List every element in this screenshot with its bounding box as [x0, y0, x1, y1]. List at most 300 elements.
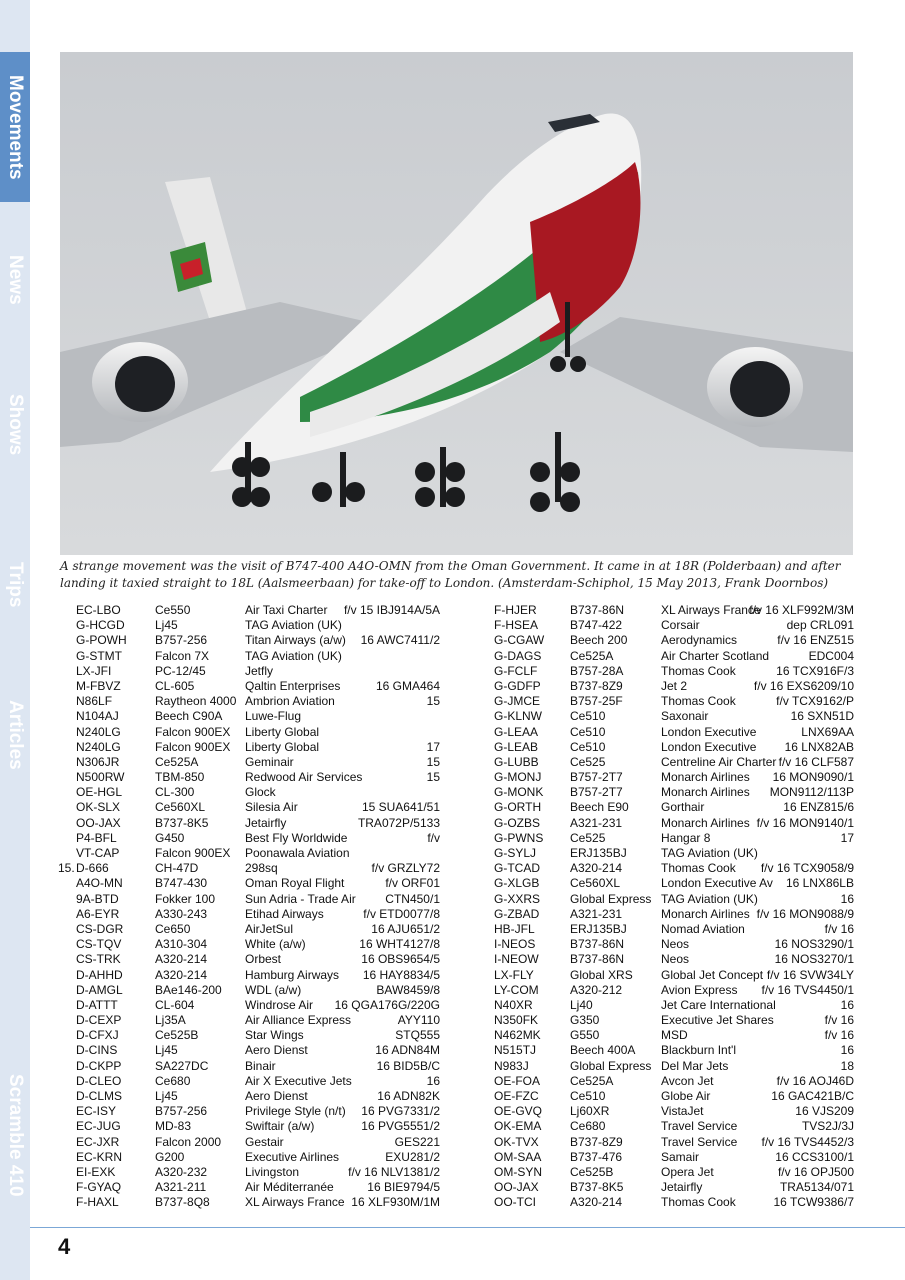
registration: G-TCAD: [494, 861, 540, 876]
registration: HB-JFL: [494, 921, 535, 936]
registration: D-CFXJ: [76, 1028, 119, 1043]
movement-row: [58, 952, 440, 967]
registration: OO-JAX: [494, 1180, 539, 1195]
notes: f/v GRZLY72: [371, 861, 440, 876]
movement-row: [58, 770, 440, 785]
notes: 16 PVG5551/2: [361, 1119, 440, 1134]
operator: Titan Airways (a/w): [245, 633, 346, 648]
movement-row: [58, 861, 440, 876]
movement-row: [58, 1089, 440, 1104]
movement-row: [58, 1028, 440, 1043]
aircraft-type: A320-232: [155, 1164, 208, 1179]
operator: Travel Service: [661, 1119, 738, 1134]
operator: Liberty Global: [245, 739, 320, 754]
registration: OM-SAA: [494, 1149, 542, 1164]
registration: P4-BFL: [76, 830, 117, 845]
aircraft-type: ERJ135BJ: [570, 921, 627, 936]
movement-row: [58, 755, 440, 770]
movement-row: [494, 861, 854, 876]
operator: Air Charter Scotland: [661, 648, 770, 663]
movement-row: [58, 679, 440, 694]
movement-row: [58, 937, 440, 952]
movement-row: [494, 846, 854, 861]
notes: 18: [840, 1058, 854, 1073]
notes: EXU281/2: [385, 1149, 440, 1164]
movement-row: [58, 740, 440, 755]
notes: 16 LNX86LB: [785, 876, 854, 891]
operator: Thomas Cook: [661, 1195, 736, 1210]
movement-row: [494, 1028, 854, 1043]
movement-row: [58, 846, 440, 861]
operator: London Executive: [661, 739, 757, 754]
aircraft-type: B737-8Q8: [155, 1195, 210, 1210]
operator: Monarch Airlines: [661, 770, 750, 785]
aircraft-type: Beech E90: [570, 800, 629, 815]
operator: Global Jet Concept: [661, 967, 764, 982]
movement-row: [494, 694, 854, 709]
notes: f/v TCX9162/P: [776, 694, 854, 709]
notes: 17: [840, 830, 854, 845]
operator: Glock: [245, 785, 276, 800]
aircraft-type: Ce510: [570, 724, 606, 739]
registration: G-KLNW: [494, 709, 542, 724]
registration: G-JMCE: [494, 694, 540, 709]
aircraft-type: A320-214: [155, 967, 208, 982]
movement-row: [58, 725, 440, 740]
movement-row: [58, 664, 440, 679]
operator: Air Méditerranée: [245, 1180, 334, 1195]
movement-row: [494, 892, 854, 907]
operator: Jetairfly: [245, 815, 287, 830]
operator: Monarch Airlines: [661, 815, 750, 830]
aircraft-type: Global Express: [570, 1058, 652, 1073]
notes: f/v 16 MON9140/1: [756, 815, 854, 830]
aircraft-type: Ce680: [570, 1119, 606, 1134]
tab-articles[interactable]: Articles: [5, 700, 26, 770]
notes: f/v: [427, 830, 440, 845]
notes: 16 TCW9386/7: [773, 1195, 854, 1210]
aircraft-type: Ce560XL: [570, 876, 621, 891]
movement-row: [58, 1043, 440, 1058]
notes: f/v 16 TVS4452/3: [761, 1134, 854, 1149]
movement-row: [58, 694, 440, 709]
movement-row: [494, 1119, 854, 1134]
movement-row: [58, 907, 440, 922]
tab-scramble-410[interactable]: Scramble 410: [5, 1073, 26, 1197]
registration: EI-EXK: [76, 1164, 116, 1179]
operator: Del Mar Jets: [661, 1058, 729, 1073]
movement-row: [58, 785, 440, 800]
registration: A6-EYR: [76, 906, 120, 921]
movement-row: [58, 831, 440, 846]
notes: 16: [840, 891, 854, 906]
movement-row: [494, 633, 854, 648]
aircraft-type: B757-2T7: [570, 770, 623, 785]
movement-row: [494, 952, 854, 967]
movement-row: [494, 1104, 854, 1119]
operator: Avion Express: [661, 982, 738, 997]
aircraft-type: B737-8K5: [155, 815, 209, 830]
movement-row: [494, 831, 854, 846]
aircraft-type: A321-231: [570, 906, 623, 921]
notes: f/v 15 IBJ914A/5A: [343, 603, 440, 617]
aircraft-type: Raytheon 4000: [155, 694, 237, 709]
aircraft-type: G350: [570, 1013, 600, 1028]
movement-row: [494, 649, 854, 664]
aircraft-type: B747-422: [570, 618, 623, 633]
registration: M-FBVZ: [76, 678, 121, 693]
operator: MSD: [661, 1028, 688, 1043]
aircraft-type: B737-8Z9: [570, 678, 623, 693]
movement-row: [494, 983, 854, 998]
aircraft-type: Falcon 2000: [155, 1134, 222, 1149]
operator: Air Alliance Express: [245, 1013, 352, 1028]
notes: 16 WHT4127/8: [359, 937, 440, 952]
aircraft-type: Lj35A: [155, 1013, 186, 1028]
movement-row: [58, 816, 440, 831]
tab-trips[interactable]: Trips: [5, 562, 26, 608]
notes: 16 ADN82K: [377, 1089, 440, 1103]
aircraft-type: A320-214: [155, 952, 208, 967]
notes: 16 BIE9794/5: [367, 1180, 440, 1195]
registration: G-SYLJ: [494, 846, 537, 860]
movement-row: [494, 603, 854, 618]
notes: TVS2J/3J: [801, 1119, 854, 1134]
aircraft-type: Ce525: [570, 830, 606, 845]
operator: Qaltin Enterprises: [245, 678, 341, 693]
registration: OE-HGL: [76, 785, 123, 800]
operator: Livingston: [245, 1164, 300, 1179]
registration: N350FK: [494, 1013, 539, 1028]
operator: Samair: [661, 1149, 700, 1164]
operator: White (a/w): [245, 937, 306, 952]
registration: N500RW: [76, 770, 125, 785]
aircraft-type: Falcon 900EX: [155, 739, 231, 754]
operator: Redwood Air Services: [245, 770, 363, 785]
operator: Executive Jet Shares: [661, 1013, 774, 1028]
notes: f/v 16 CLF587: [778, 754, 854, 769]
movement-row: [494, 709, 854, 724]
operator: Gestair: [245, 1134, 284, 1149]
aircraft-photo: [60, 52, 853, 555]
notes: TRA5134/071: [779, 1180, 854, 1195]
notes: f/v 16 NLV1381/2: [348, 1164, 440, 1179]
movement-row: [494, 968, 854, 983]
aircraft-type: B757-256: [155, 1104, 208, 1119]
movement-row: [494, 679, 854, 694]
notes: 16 GMA464: [375, 678, 440, 693]
operator: Air X Executive Jets: [245, 1073, 352, 1088]
aircraft-type: Ce680: [155, 1073, 191, 1088]
movement-row: [58, 1135, 440, 1150]
notes: CTN450/1: [385, 891, 440, 906]
operator: TAG Aviation (UK): [245, 648, 342, 663]
operator: XL Airways France: [245, 1195, 345, 1210]
notes: 15: [426, 754, 440, 769]
movement-row: [58, 800, 440, 815]
registration: OK-TVX: [494, 1134, 539, 1149]
aircraft-type: CL-604: [155, 997, 195, 1012]
notes: 16 NOS3270/1: [774, 952, 854, 967]
operator: Aero Dienst: [245, 1089, 308, 1103]
operator: Best Fly Worldwide: [245, 830, 348, 845]
aircraft-type: B737-476: [570, 1149, 623, 1164]
operator: Avcon Jet: [661, 1073, 714, 1088]
operator: Poonawala Aviation: [245, 846, 350, 860]
operator: Aerodynamics: [661, 633, 738, 648]
registration: N240LG: [76, 739, 121, 754]
movement-row: [494, 755, 854, 770]
movement-row: [58, 876, 440, 891]
movement-row: [494, 937, 854, 952]
tab-shows[interactable]: Shows: [5, 394, 26, 456]
movement-row: [58, 968, 440, 983]
aircraft-type: Ce525B: [570, 1164, 614, 1179]
aircraft-type: A330-243: [155, 906, 208, 921]
movement-row: [58, 633, 440, 648]
movement-row: [58, 1059, 440, 1074]
operator: Monarch Airlines: [661, 906, 750, 921]
aircraft-type: Lj45: [155, 1089, 178, 1103]
notes: 16: [840, 997, 854, 1012]
notes: f/v 16 TCX9058/9: [760, 861, 854, 876]
aircraft-type: B737-8Z9: [570, 1134, 623, 1149]
notes: LNX69AA: [801, 724, 854, 739]
movement-row: [494, 922, 854, 937]
operator: Opera Jet: [661, 1164, 714, 1179]
registration: N515TJ: [494, 1043, 537, 1058]
operator: Liberty Global: [245, 724, 320, 739]
operator: 298sq: [245, 861, 278, 876]
movement-row: [494, 1195, 854, 1210]
tab-news[interactable]: News: [5, 255, 26, 305]
registration: G-HCGD: [76, 618, 125, 633]
notes: 16 VJS209: [795, 1104, 854, 1119]
aircraft-type: SA227DC: [155, 1058, 209, 1073]
registration: OE-GVQ: [494, 1104, 543, 1119]
aircraft-type: Ce525B: [155, 1028, 199, 1043]
movements-list-left: [58, 603, 440, 1211]
movement-row: [58, 1074, 440, 1089]
aircraft-type: B737-86N: [570, 952, 625, 967]
notes: STQ555: [395, 1028, 440, 1043]
aircraft-type: A320-214: [570, 1195, 623, 1210]
registration: G-STMT: [76, 648, 122, 663]
operator: Jetairfly: [661, 1180, 703, 1195]
operator: Binair: [245, 1058, 276, 1073]
movement-row: [58, 922, 440, 937]
page-number: 4: [58, 1234, 71, 1259]
registration: N240LG: [76, 724, 121, 739]
operator: Aero Dienst: [245, 1043, 308, 1058]
registration: N306JR: [76, 754, 120, 769]
operator: Gorthair: [661, 800, 705, 815]
movement-row: [58, 709, 440, 724]
aircraft-type: A321-231: [570, 815, 623, 830]
operator: Blackburn Int'l: [661, 1043, 736, 1058]
registration: D-CLMS: [76, 1089, 123, 1103]
aircraft-type: Beech C90A: [155, 709, 223, 724]
registration: F-HJER: [494, 603, 537, 617]
registration: G-LUBB: [494, 754, 539, 769]
operator: Monarch Airlines: [661, 785, 750, 800]
operator: Ambrion Aviation: [245, 694, 335, 709]
operator: Oman Royal Flight: [245, 876, 345, 891]
movement-row: [494, 740, 854, 755]
notes: 16 PVG7331/2: [361, 1104, 440, 1119]
aircraft-type: Ce525A: [155, 754, 199, 769]
aircraft-type: Falcon 7X: [155, 648, 210, 663]
aircraft-type: B737-86N: [570, 937, 625, 952]
operator: Orbest: [245, 952, 282, 967]
registration: D-CLEO: [76, 1073, 122, 1088]
operator: London Executive: [661, 724, 757, 739]
registration: G-MONJ: [494, 770, 542, 785]
registration: G-OZBS: [494, 815, 541, 830]
operator: Star Wings: [245, 1028, 304, 1043]
registration: G-XLGB: [494, 876, 540, 891]
notes: 16 QGA176G/220G: [334, 997, 440, 1012]
notes: EDC004: [808, 648, 854, 663]
notes: 16 XLF930M/1M: [351, 1195, 440, 1210]
movement-row: [58, 1195, 440, 1210]
registration: LX-FLY: [494, 967, 534, 982]
aircraft-type: Ce525A: [570, 1073, 614, 1088]
aircraft-type: PC-12/45: [155, 663, 206, 678]
registration: LY-COM: [494, 982, 539, 997]
notes: f/v 16 MON9088/9: [756, 906, 854, 921]
operator: Neos: [661, 952, 690, 967]
notes: f/v ORF01: [385, 876, 440, 891]
aircraft-type: G450: [155, 830, 185, 845]
registration: OK-SLX: [76, 800, 121, 815]
registration: G-ZBAD: [494, 906, 540, 921]
registration: A4O-MN: [76, 876, 123, 891]
aircraft-type: A320-212: [570, 982, 623, 997]
notes: TRA072P/5133: [357, 815, 440, 830]
movement-row: [494, 1059, 854, 1074]
registration: F-GYAQ: [76, 1180, 122, 1195]
registration: N40XR: [494, 997, 533, 1012]
notes: f/v 16: [824, 921, 854, 936]
aircraft-type: CL-605: [155, 678, 195, 693]
aircraft-type: Falcon 900EX: [155, 846, 231, 860]
registration: N86LF: [76, 694, 113, 709]
operator: Hangar 8: [661, 830, 711, 845]
operator: Hamburg Airways: [245, 967, 340, 982]
aircraft-type: ERJ135BJ: [570, 846, 627, 860]
aircraft-type: B757-256: [155, 633, 208, 648]
notes: 16: [840, 1043, 854, 1058]
registration: I-NEOW: [494, 952, 539, 967]
movement-row: [58, 1150, 440, 1165]
notes: 15: [426, 770, 440, 785]
operator: TAG Aviation (UK): [245, 618, 342, 633]
notes: 16 AWC7411/2: [360, 633, 440, 648]
registration: OK-EMA: [494, 1119, 542, 1134]
tab-movements[interactable]: Movements: [0, 52, 30, 202]
aircraft-type: Ce560XL: [155, 800, 206, 815]
notes: 16 HAY8834/5: [362, 967, 440, 982]
aircraft-type: B757-28A: [570, 663, 624, 678]
movement-row: [58, 603, 440, 618]
operator: Air Taxi Charter: [245, 603, 328, 617]
operator: London Executive Av: [661, 876, 773, 891]
operator: Luwe-Flug: [245, 709, 302, 724]
notes: 16 SXN51D: [790, 709, 854, 724]
registration: OE-FZC: [494, 1089, 539, 1103]
movement-row: [494, 664, 854, 679]
operator: AirJetSul: [245, 921, 294, 936]
registration: F-HSEA: [494, 618, 539, 633]
movement-row: [494, 876, 854, 891]
notes: f/v 16 OPJ500: [777, 1164, 854, 1179]
registration: EC-KRN: [76, 1149, 123, 1164]
aircraft-type: A310-304: [155, 937, 208, 952]
registration: OO-JAX: [76, 815, 121, 830]
operator: Thomas Cook: [661, 694, 736, 709]
movement-row: [494, 725, 854, 740]
operator: WDL (a/w): [245, 982, 302, 997]
registration: G-DAGS: [494, 648, 542, 663]
movement-row: [494, 1043, 854, 1058]
operator: Silesia Air: [245, 800, 298, 815]
operator: Travel Service: [661, 1134, 738, 1149]
operator: XL Airways France: [661, 603, 761, 617]
notes: AYY110: [397, 1013, 440, 1028]
movement-row: [58, 983, 440, 998]
notes: f/v 16 XLF992M/3M: [749, 603, 854, 617]
movement-row: [494, 1150, 854, 1165]
notes: 16 CCS3100/1: [775, 1149, 854, 1164]
movement-row: [494, 816, 854, 831]
registration: G-POWH: [76, 633, 127, 648]
operator: Jet 2: [661, 678, 688, 693]
notes: 15 SUA641/51: [361, 800, 440, 815]
aircraft-type: CL-300: [155, 785, 195, 800]
registration: EC-LBO: [76, 603, 121, 617]
registration: CS-TQV: [76, 937, 122, 952]
aircraft-type: B757-25F: [570, 694, 623, 709]
movement-row: [494, 1165, 854, 1180]
registration: OE-FOA: [494, 1073, 541, 1088]
operator: Executive Airlines: [245, 1149, 340, 1164]
boeing-747-illustration: [60, 52, 853, 555]
operator: Privilege Style (n/t): [245, 1104, 346, 1119]
aircraft-type: CH-47D: [155, 861, 199, 876]
aircraft-type: Lj45: [155, 1043, 178, 1058]
operator: Swiftair (a/w): [245, 1119, 315, 1134]
aircraft-type: G200: [155, 1149, 185, 1164]
registration: D-666: [76, 861, 109, 876]
operator: VistaJet: [661, 1104, 704, 1119]
registration: CS-TRK: [76, 952, 121, 967]
notes: 16 ENZ815/6: [783, 800, 854, 815]
notes: f/v ETD0077/8: [363, 906, 440, 921]
registration: N462MK: [494, 1028, 541, 1043]
notes: f/v 16 ENZ515: [777, 633, 854, 648]
movement-row: [494, 770, 854, 785]
aircraft-type: BAe146-200: [155, 982, 222, 997]
notes: GES221: [394, 1134, 440, 1149]
movement-row: [494, 800, 854, 815]
registration: OM-SYN: [494, 1164, 542, 1179]
registration: CS-DGR: [76, 921, 124, 936]
notes: 16 TCX916F/3: [776, 663, 854, 678]
movement-row: [494, 785, 854, 800]
notes: 17: [426, 739, 440, 754]
date-marker: 15.: [58, 861, 75, 876]
